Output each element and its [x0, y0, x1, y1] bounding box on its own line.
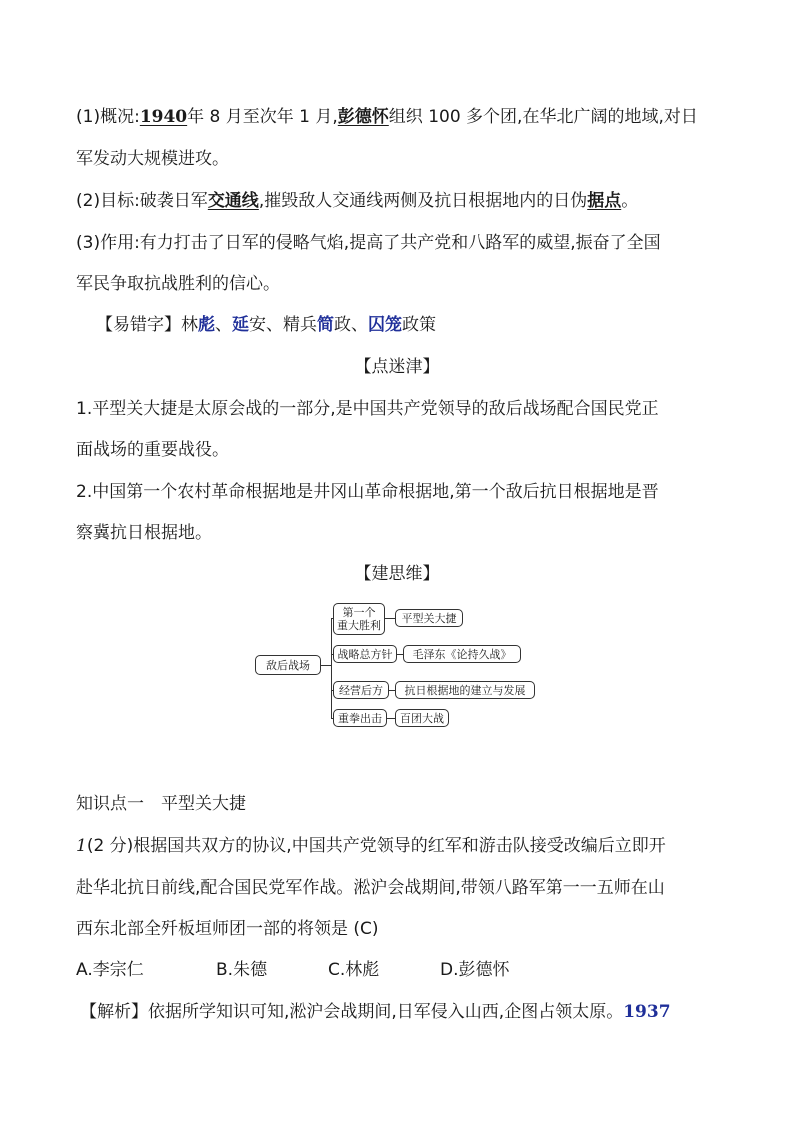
mindmap-branch-strike: 重拳出击	[333, 709, 387, 727]
section-title: 知识点一 平型关大捷	[76, 794, 246, 814]
keyword-stronghold: 据点	[587, 191, 622, 211]
mindmap-leaf-protracted-war: 毛泽东《论持久战》	[403, 645, 521, 663]
mindmap-branch-rear: 经营后方	[333, 681, 389, 699]
question-line-2: 赴华北抗日前线,配合国民党军作战。淞沪会战期间,带领八路军第一一五师在山	[76, 878, 665, 898]
mindmap-leaf-pingxingguan: 平型关大捷	[395, 609, 463, 627]
tip-line-4: 察冀抗日根据地。	[76, 523, 212, 543]
option-c: C.林彪	[328, 960, 380, 980]
keyword-peng-dehuai: 彭德怀	[337, 107, 389, 127]
goal-line: (2)目标:破袭日军交通线,摧毁敌人交通线两侧及抗日根据地内的日伪据点。	[76, 191, 639, 211]
mindmap-root: 敌后战场	[255, 655, 321, 675]
analysis-line: 【解析】依据所学知识可知,淞沪会战期间,日军侵入山西,企图占领太原。1937	[80, 1002, 671, 1022]
tip-line-3: 2.中国第一个农村革命根据地是井冈山革命根据地,第一个敌后抗日根据地是晋	[76, 482, 659, 502]
question-line-1: 1(2 分)根据国共双方的协议,中国共产党领导的红军和游击队接受改编后立即开	[76, 836, 666, 856]
effect-line-1: (3)作用:有力打击了日军的侵略气焰,提高了共产党和八路军的威望,振奋了全国	[76, 233, 661, 253]
effect-line-2: 军民争取抗战胜利的信心。	[76, 274, 280, 294]
mind-map	[255, 600, 555, 735]
keyword-traffic-line: 交通线	[207, 191, 259, 211]
mindmap-heading: 【建思维】	[354, 564, 440, 584]
tips-heading: 【点迷津】	[354, 357, 440, 377]
question-line-3: 西东北部全歼板垣师团一部的将领是 (C)	[76, 919, 379, 939]
overview-line-1: (1)概况:1940年 8 月至次年 1 月,彭德怀组织 100 多个团,在华北广阔的地域,对日	[76, 107, 698, 127]
mindmap-leaf-base-areas: 抗日根据地的建立与发展	[395, 681, 535, 699]
typo-label: 【易错字】	[96, 315, 181, 335]
question-number: 1	[76, 836, 87, 856]
mindmap-branch-first-victory: 第一个 重大胜利	[333, 603, 385, 635]
keyword-year: 1940	[139, 107, 188, 127]
option-d: D.彭德怀	[440, 960, 510, 980]
option-b: B.朱德	[216, 960, 268, 980]
typo-line: 【易错字】林彪、延安、精兵简政、囚笼政策	[96, 315, 436, 335]
analysis-label: 【解析】	[80, 1002, 148, 1022]
option-a: A.李宗仁	[76, 960, 144, 980]
answer-options	[76, 959, 726, 981]
overview-line-2: 军发动大规模进攻。	[76, 149, 229, 169]
mindmap-branch-strategy: 战略总方针	[333, 645, 397, 663]
tip-line-1: 1.平型关大捷是太原会战的一部分,是中国共产党领导的敌后战场配合国民党正	[76, 399, 659, 419]
tip-line-2: 面战场的重要战役。	[76, 440, 229, 460]
mindmap-leaf-hundred-regiments: 百团大战	[395, 709, 449, 727]
